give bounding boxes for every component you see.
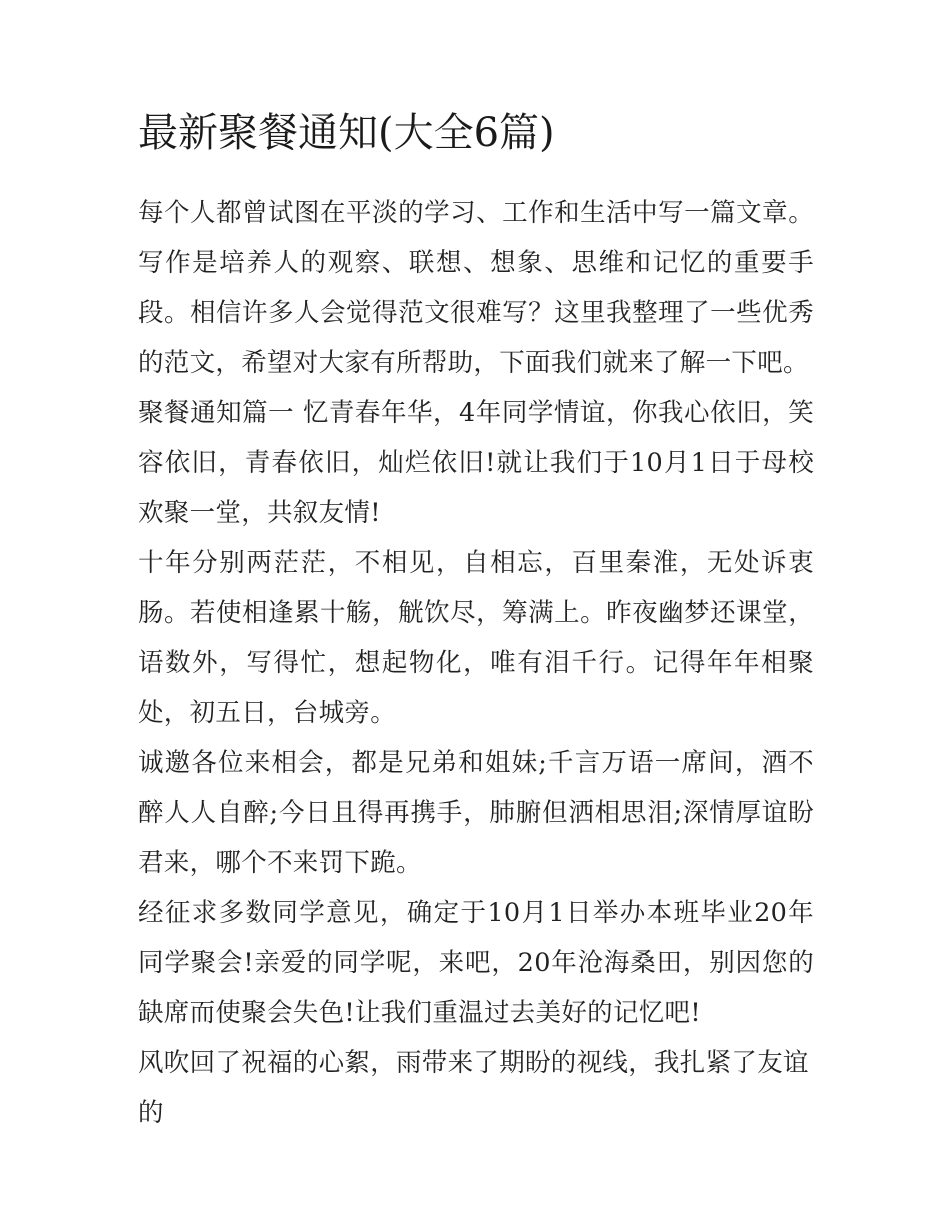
paragraph-invitation-verse: 诚邀各位来相会，都是兄弟和姐妹;千言万语一席间，酒不醉人人自醉;今日且得再携手，肺腑但洒相思泪;深情厚谊盼君来，哪个不来罚下跪。 — [138, 748, 814, 878]
paragraph-poem-ten-years: 十年分别两茫茫，不相见，自相忘，百里秦淮，无处诉衷肠。若使相逢累十觞，觥饮尽，筹满上。昨夜幽梦还课堂，语数外，写得忙，想起物化，唯有泪千行。记得年年相聚处，初五日，台城旁。 — [138, 548, 814, 728]
paragraph-notice-part-one: 聚餐通知篇一 忆青春年华，4年同学情谊，你我心依旧，笑容依旧，青春依旧，灿烂依旧!就让我们于10月1日于母校欢聚一堂，共叙友情! — [138, 398, 814, 528]
page-title: 最新聚餐通知(大全6篇) — [138, 110, 555, 156]
paragraph-closing-truncated: 风吹回了祝福的心絮，雨带来了期盼的视线，我扎紧了友谊的 — [138, 1048, 809, 1128]
paragraph-reunion-details: 经征求多数同学意见，确定于10月1日举办本班毕业20年同学聚会!亲爱的同学呢，来吧，20年沧海桑田，别因您的缺席而使聚会失色!让我们重温过去美好的记忆吧! — [138, 898, 814, 1028]
paragraph-intro: 每个人都曾试图在平淡的学习、工作和生活中写一篇文章。写作是培养人的观察、联想、想象、思维和记忆的重要手段。相信许多人会觉得范文很难写？这里我整理了一些优秀的范文，希望对大家有所帮助，下面我们就来了解一下吧。 — [138, 198, 814, 378]
document-content — [138, 104, 814, 1138]
